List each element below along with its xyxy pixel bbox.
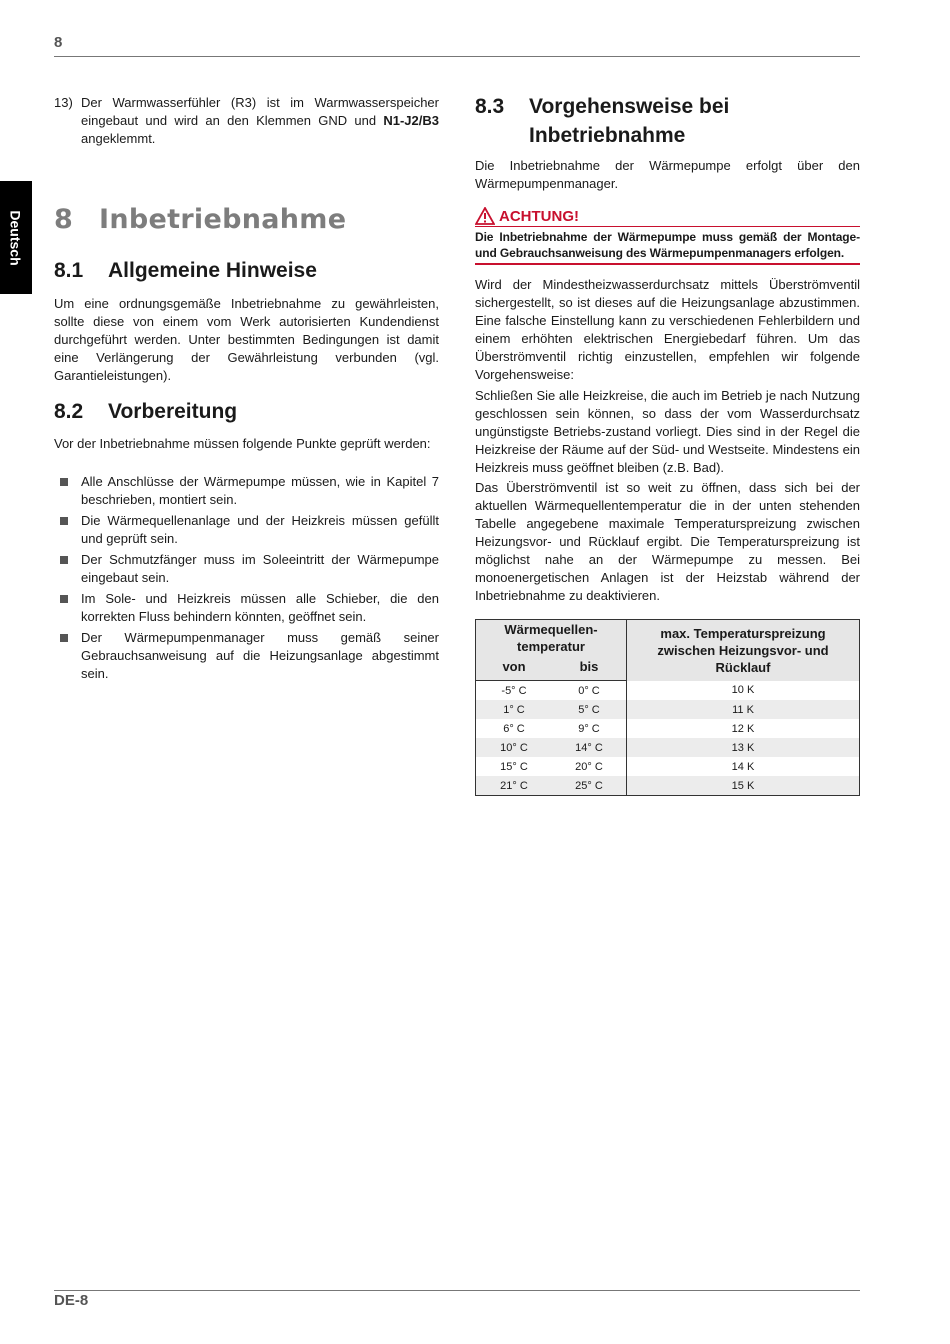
- list-item-text: Alle Anschlüsse der Wärmepumpe müssen, wie in Kapitel 7 beschrieben, montiert sein.: [81, 474, 439, 507]
- bullet-square-icon: [60, 634, 68, 642]
- section-8-1-text: Um eine ordnungsgemäße Inbetriebnahme zu gewährleisten, sollte diese von einem vom Werk autorisierten Kundendienst durchgeführt werden. Unter bestimmten Bedingungen ist damit eine Verlängerung der Gewährleistung verbunden (vgl. Garantieleistungen).: [54, 296, 439, 383]
- section-8-2-intro: Vor der Inbetriebnahme müssen folgende Punkte geprüft werden:: [54, 436, 431, 451]
- table-cell-to: 9° C: [552, 719, 627, 738]
- table-cell-from: 15° C: [500, 760, 528, 773]
- section-heading-8-2: [54, 400, 237, 424]
- list-item-13: [54, 94, 439, 148]
- table-cell-from: -5° C: [501, 684, 527, 697]
- table-row: [476, 776, 860, 796]
- table-header-from: von: [476, 655, 553, 681]
- warning-title-text: ACHTUNG!: [499, 207, 579, 225]
- table-cell-from: 10° C: [476, 738, 553, 757]
- table-cell-to: 0° C: [552, 681, 627, 701]
- table-row: [476, 757, 860, 776]
- list-item-text: Der Schmutzfänger muss im Soleeintritt der Wärmepumpe eingebaut sein.: [81, 552, 439, 585]
- table-cell-spread: 14 K: [731, 760, 755, 773]
- chapter-heading: [54, 204, 346, 235]
- warning-title: [475, 206, 860, 226]
- bullet-square-icon: [60, 595, 68, 603]
- table-cell-spread: 15 K: [627, 776, 860, 796]
- warning-triangle-icon: [475, 207, 495, 225]
- list-item-text: Die Wärmequellenanlage und der Heizkreis müssen gefüllt und geprüft sein.: [81, 513, 439, 546]
- table-cell-to: 25° C: [552, 776, 627, 796]
- list-item: [54, 512, 439, 548]
- table-header-to: bis: [552, 655, 627, 681]
- section-heading-8-1: [54, 259, 317, 283]
- table-header-max-spread: max. Temperaturspreizung zwischen Heizungsvor- und Rücklauf: [627, 620, 860, 681]
- list-item-number: 13): [54, 95, 73, 110]
- table-cell-spread: 13 K: [627, 738, 860, 757]
- section-8-3-intro: Die Inbetriebnahme der Wärmepumpe erfolgt über den Wärmepumpenmanager.: [475, 158, 860, 191]
- bullet-square-icon: [60, 556, 68, 564]
- table-cell-from: 6° C: [503, 722, 525, 735]
- list-item-text-part: Der Warmwasserfühler (R3) ist im Warmwasserspeicher eingebaut und wird an den Klemmen GND und: [81, 95, 439, 128]
- list-item-text-part: angeklemmt.: [81, 131, 156, 146]
- section-number: 8.2: [54, 400, 84, 423]
- list-item-text: Der Wärmepumpenmanager muss gemäß seiner Gebrauchsanweisung auf die Heizungsanlage abgestimmt sein.: [81, 630, 439, 681]
- list-item: [54, 473, 439, 509]
- paragraph-close-circuits: Schließen Sie alle Heizkreise, die auch im Betrieb je nach Nutzung geschlossen sein können, so dass der vom Wasserdurchsatz ungünstigste Betriebs-zustand vorliegt. Dies sind in der Regel die Heizkreise der Räume auf der Süd- und Westseite. Mindestens ein Heizkreis muss geöffnet bleiben (z.B. Bad).: [475, 388, 860, 475]
- table-cell-from: 21° C: [476, 776, 553, 796]
- table-row: [476, 681, 860, 701]
- language-tab: [0, 181, 32, 294]
- table-row: [476, 700, 860, 719]
- table-cell-spread: 11 K: [627, 700, 860, 719]
- table-cell-to: 5° C: [552, 700, 627, 719]
- table-header-source-temperature: Wärmequellen-temperatur: [476, 620, 627, 656]
- header-rule: [54, 56, 860, 57]
- terminal-label: N1-J2/B3: [383, 113, 439, 128]
- table-row: [476, 719, 860, 738]
- table-cell-to: 14° C: [552, 738, 627, 757]
- table-cell-spread: 12 K: [731, 722, 755, 735]
- table-cell-to: 20° C: [552, 757, 627, 776]
- warning-text: Die Inbetriebnahme der Wärmepumpe muss gemäß der Montage- und Gebrauchsanweisung des Wärmepumpenmanagers erfolgen.: [475, 230, 860, 260]
- list-item-text: [81, 94, 439, 148]
- section-title: Vorbereitung: [108, 400, 238, 423]
- paragraph-open-valve: Das Überströmventil ist so weit zu öffnen, dass sich bei der aktuellen Wärmequellentemperatur die in der unten stehenden Tabelle angegebene maximale Temperaturspreizung zwischen Heizungsvor- und Rücklauf ergibt. Die Temperaturspreizung ist möglichst nahe an der Wärmepumpe zu messen. Bei monoenergetischen Anlagen ist der Heizstab während der Inbetriebnahme zu deaktivieren.: [475, 480, 860, 603]
- section-title: Allgemeine Hinweise: [108, 259, 317, 282]
- list-item: [54, 629, 439, 683]
- table-cell-from: 1° C: [476, 700, 553, 719]
- section-title: Vorgehensweise bei Inbetriebnahme: [529, 95, 730, 147]
- bullet-square-icon: [60, 478, 68, 486]
- section-number: 8.1: [54, 259, 84, 282]
- chapter-title: Inbetriebnahme: [99, 204, 347, 235]
- list-item: [54, 551, 439, 587]
- section-heading-8-3: [475, 92, 860, 150]
- temperature-spread-table: [475, 619, 860, 796]
- list-item-text: Im Sole- und Heizkreis müssen alle Schieber, die den korrekten Fluss behindern könnten, geöffnet sein.: [81, 591, 439, 624]
- list-item: [54, 590, 439, 626]
- chapter-number: 8: [54, 204, 74, 235]
- table-cell-spread: 10 K: [731, 684, 755, 697]
- language-tab-label: Deutsch: [8, 209, 25, 266]
- warning-box: [475, 206, 860, 265]
- preparation-checklist: [54, 473, 439, 686]
- section-number: 8.3: [475, 95, 505, 118]
- page-number-bottom: DE-8: [54, 1292, 89, 1309]
- bullet-square-icon: [60, 517, 68, 525]
- paragraph-bypass-valve: Wird der Mindestheizwasserdurchsatz mittels Überströmventil sichergestellt, so ist dieses auf die Heizungsanlage abzustimmen. Eine falsche Einstellung kann zu verschiedenen Fehlerbildern und einem erhöhten elektrischen Energiebedarf führen. Um das Überströmventil richtig einzustellen, empfehlen wir folgende Vorgehensweise:: [475, 277, 860, 382]
- footer-rule: [54, 1290, 860, 1291]
- table-row: [476, 738, 860, 757]
- warning-rule-bottom: [475, 263, 860, 265]
- page-number-top: 8: [54, 34, 63, 51]
